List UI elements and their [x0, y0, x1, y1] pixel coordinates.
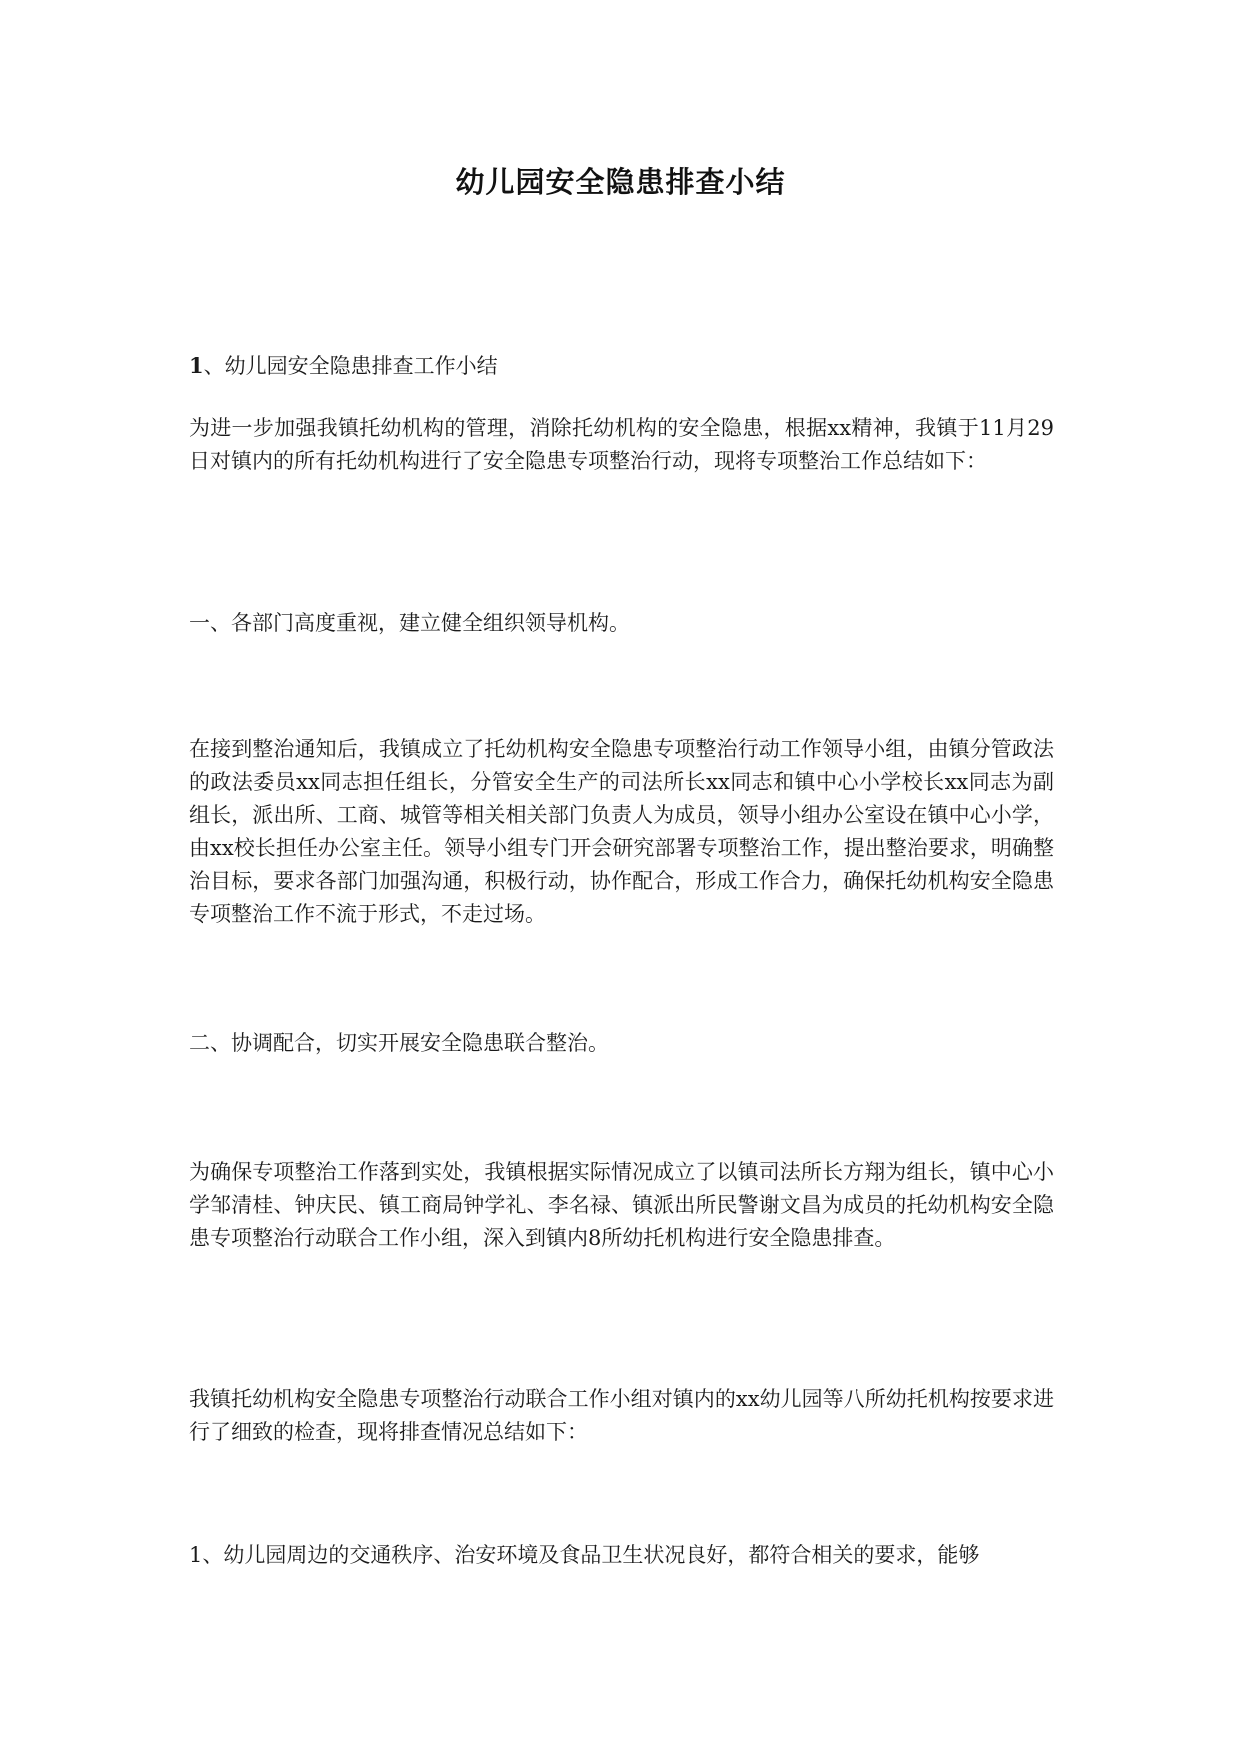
section-heading	[189, 349, 1054, 383]
intro-paragraph: 为进一步加强我镇托幼机构的管理，消除托幼机构的安全隐患，根据xx精神，我镇于11月29日对镇内的所有托幼机构进行了安全隐患专项整治行动，现将专项整治工作总结如下：	[189, 416, 1054, 473]
paragraph-one: 在接到整治通知后，我镇成立了托幼机构安全隐患专项整治行动工作领导小组，由镇分管政法的政法委员xx同志担任组长，分管安全生产的司法所长xx同志和镇中心小学校长xx同志为副组长，派出所、工商、城管等相关相关部门负责人为成员，领导小组办公室设在镇中心小学，由xx校长担任办公室主任。领导小组专门开会研究部署专项整治工作，提出整治要求，明确整治目标，要求各部门加强沟通，积极行动，协作配合，形成工作合力，确保托幼机构安全隐患专项整治工作不流于形式，不走过场。	[189, 737, 1054, 926]
paragraph-two: 为确保专项整治工作落到实处，我镇根据实际情况成立了以镇司法所长方翔为组长，镇中心小学邹清桂、钟庆民、镇工商局钟学礼、李名禄、镇派出所民警谢文昌为成员的托幼机构安全隐患专项整治行动联合工作小组，深入到镇内8所幼托机构进行安全隐患排查。	[189, 1160, 1054, 1250]
paragraph-three: 我镇托幼机构安全隐患专项整治行动联合工作小组对镇内的xx幼儿园等八所幼托机构按要求进行了细致的检查，现将排查情况总结如下：	[189, 1387, 1054, 1444]
document-title: 幼儿园安全隐患排查小结	[455, 165, 786, 199]
section-heading-number: 1	[189, 353, 204, 378]
heading-one: 一、各部门高度重视，建立健全组织领导机构。	[189, 611, 630, 635]
heading-two: 二、协调配合，切实开展安全隐患联合整治。	[189, 1031, 609, 1055]
section-heading-text: 、幼儿园安全隐患排查工作小结	[203, 354, 498, 378]
paragraph-four: 1、幼儿园周边的交通秩序、治安环境及食品卫生状况良好，都符合相关的要求，能够	[189, 1543, 980, 1567]
